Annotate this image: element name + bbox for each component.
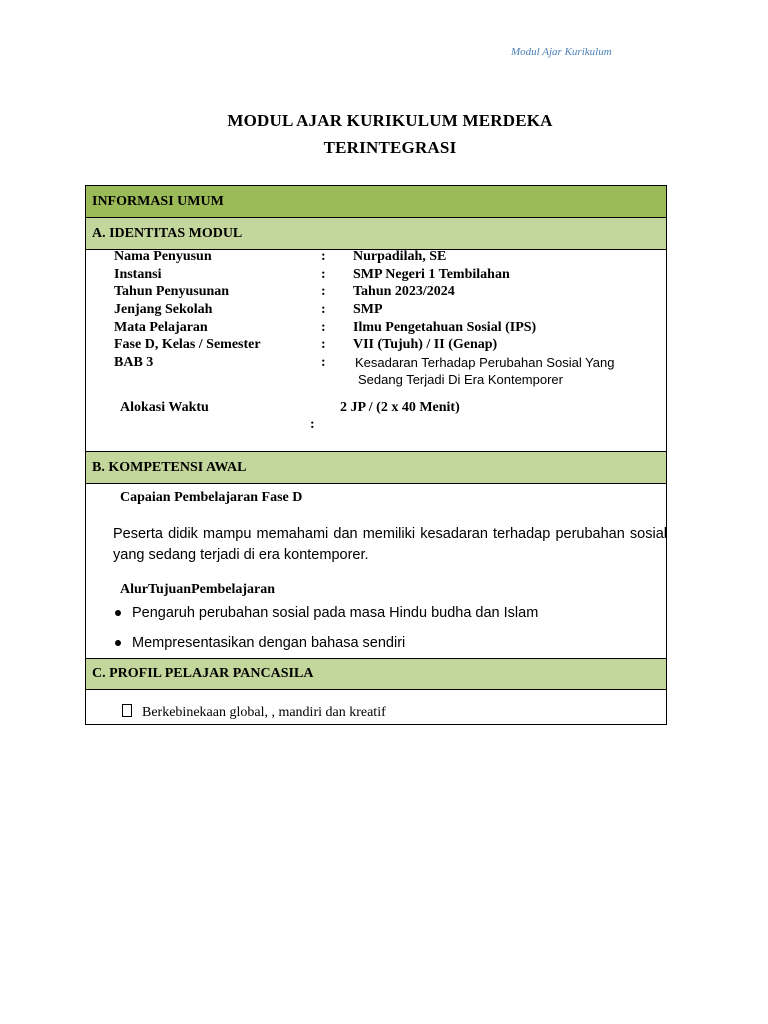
identity-separator: :	[321, 284, 326, 299]
identity-row	[114, 284, 673, 302]
identity-separator: :	[321, 337, 326, 352]
section-kompetensi-awal-label: B. KOMPETENSI AWAL	[92, 459, 247, 475]
list-item-text: Mempresentasikan dengan bahasa sendiri	[132, 635, 406, 651]
identity-label: Nama Penyusun	[114, 249, 212, 264]
section-kompetensi-awal	[86, 451, 666, 484]
running-header: Modul Ajar Kurikulum	[511, 46, 612, 58]
capaian-heading: Capaian Pembelajaran Fase D	[120, 490, 303, 505]
bullet-icon	[115, 640, 121, 646]
identity-value: Tahun 2023/2024	[353, 284, 455, 299]
identity-row	[114, 302, 673, 320]
identity-row-bab	[114, 355, 675, 373]
list-item	[113, 635, 405, 651]
alokasi-waktu-separator: :	[310, 417, 315, 432]
alokasi-waktu-label: Alokasi Waktu	[120, 400, 209, 415]
identity-label: Jenjang Sekolah	[114, 302, 213, 317]
identity-label: BAB 3	[114, 355, 154, 370]
identity-label: Mata Pelajaran	[114, 320, 208, 335]
info-table	[85, 185, 667, 725]
document-subtitle: TERINTEGRASI	[323, 138, 457, 157]
bab-title-line1: Kesadaran Terhadap Perubahan Sosial Yang	[355, 355, 615, 370]
identity-label: Instansi	[114, 267, 162, 282]
list-item-text: Pengaruh perubahan sosial pada masa Hindu budha dan Islam	[132, 605, 539, 621]
list-item	[113, 605, 538, 621]
identity-value: VII (Tujuh) / II (Genap)	[353, 337, 498, 352]
identity-row	[114, 267, 673, 285]
identity-value: SMP Negeri 1 Tembilahan	[353, 267, 510, 282]
profil-item	[122, 704, 386, 721]
identity-separator: :	[321, 249, 326, 264]
identity-label: Tahun Penyusunan	[114, 284, 230, 299]
alokasi-waktu-value: 2 JP / (2 x 40 Menit)	[340, 400, 460, 415]
alur-heading: AlurTujuanPembelajaran	[120, 582, 276, 597]
section-informasi-umum-label: INFORMASI UMUM	[92, 193, 224, 209]
section-identitas-modul-label: A. IDENTITAS MODUL	[92, 225, 243, 241]
bullet-icon	[115, 610, 121, 616]
profil-item-text: Berkebinekaan global, , mandiri dan kreatif	[142, 705, 386, 720]
identity-value: Nurpadilah, SE	[353, 249, 447, 264]
checkbox-icon	[122, 704, 132, 717]
identity-separator: :	[321, 267, 326, 282]
identity-row	[114, 337, 673, 355]
section-identitas-modul	[86, 218, 666, 250]
bab-title-line2: Sedang Terjadi Di Era Kontemporer	[358, 372, 563, 387]
identity-value: SMP	[353, 302, 383, 317]
capaian-text: Peserta didik mampu memahami dan memiliki kesadaran terhadap perubahan sosial yang sedang terjadi di era kontemporer.	[113, 526, 667, 563]
identity-value: Ilmu Pengetahuan Sosial (IPS)	[353, 320, 537, 335]
identity-separator: :	[321, 302, 326, 317]
document-title: MODUL AJAR KURIKULUM MERDEKA	[227, 111, 553, 130]
section-profil-pelajar-label: C. PROFIL PELAJAR PANCASILA	[92, 666, 314, 681]
section-profil-pelajar	[86, 658, 666, 690]
identity-row	[114, 249, 673, 267]
identity-row	[114, 320, 673, 338]
section-informasi-umum	[86, 186, 666, 218]
identity-separator: :	[321, 320, 326, 335]
identity-separator: :	[321, 355, 326, 370]
identity-label: Fase D, Kelas / Semester	[114, 337, 261, 352]
